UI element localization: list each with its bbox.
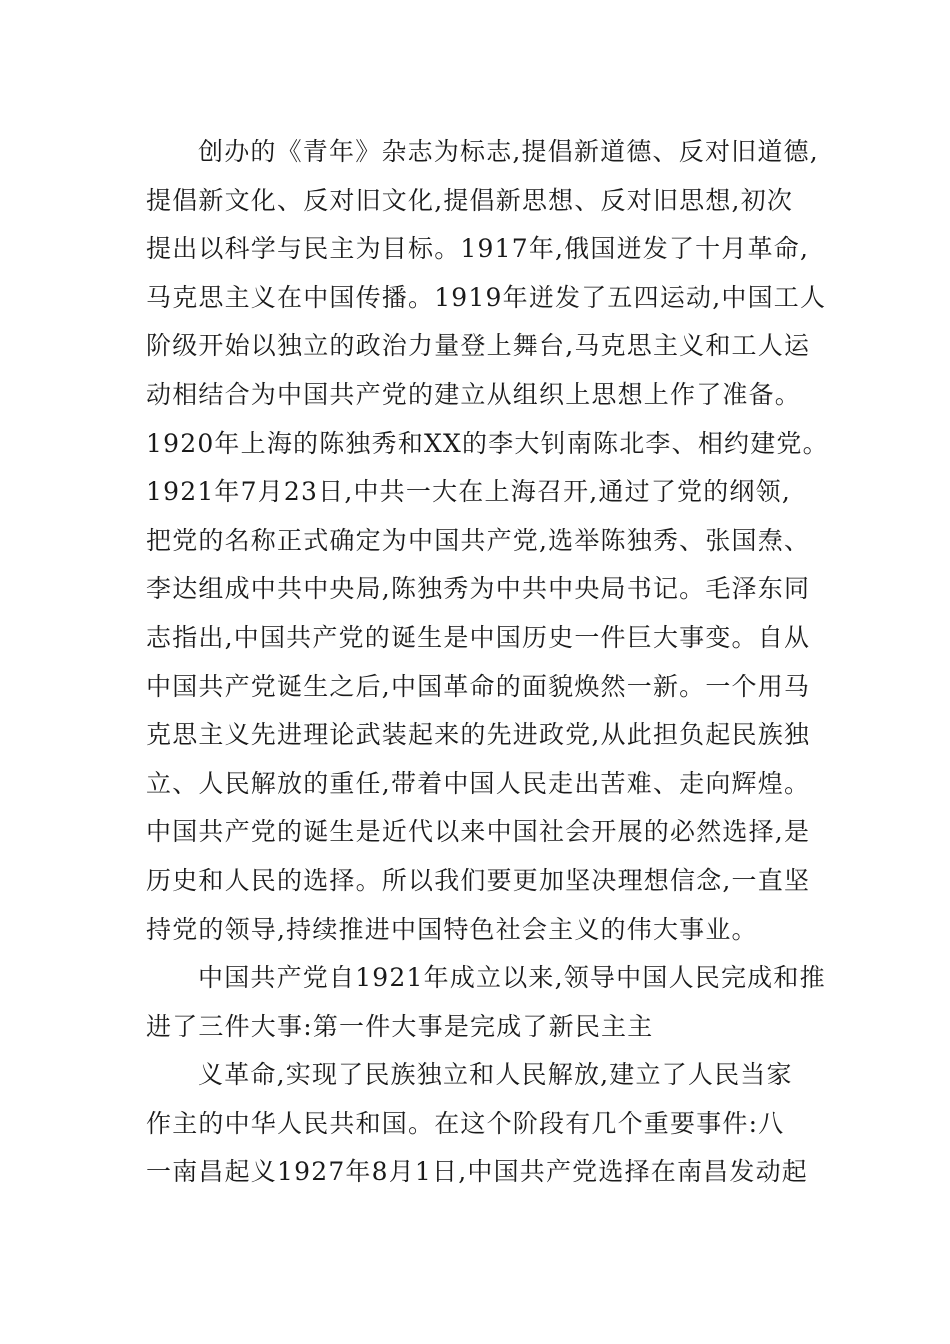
text-line: 把党的名称正式确定为中国共产党,选举陈独秀、张国焘、	[146, 525, 811, 555]
text-line: 提倡新文化、反对旧文化,提倡新思想、反对旧思想,初次	[146, 185, 794, 215]
text-line: 阶级开始以独立的政治力量登上舞台,马克思主义和工人运	[146, 331, 811, 361]
text-line: 中国共产党的诞生是近代以来中国社会开展的必然选择,是	[146, 817, 811, 847]
text-line: 中国共产党诞生之后,中国革命的面貌焕然一新。一个用马	[146, 671, 811, 701]
text-line: 创办的《青年》杂志为标志,提倡新道德、反对旧道德,	[198, 137, 819, 166]
text-line: 提出以科学与民主为目标。1917年,俄国迸发了十月革命,	[146, 234, 810, 264]
text-line: 1921年7月23日,中共一大在上海召开,通过了党的纲领,	[146, 477, 791, 507]
text-line: 作主的中华人民共和国。在这个阶段有几个重要事件:八	[146, 1108, 785, 1138]
text-line: 立、人民解放的重任,带着中国人民走出苦难、走向辉煌。	[146, 768, 811, 798]
text-line: 动相结合为中国共产党的建立从组织上思想上作了准备。	[146, 379, 802, 409]
text-line: 历史和人民的选择。所以我们要更加坚决理想信念,一直坚	[146, 865, 811, 895]
text-line: 一南昌起义1927年8月1日,中国共产党选择在南昌发动起	[146, 1157, 808, 1187]
text-line: 义革命,实现了民族独立和人民解放,建立了人民当家	[198, 1060, 793, 1090]
text-line: 志指出,中国共产党的诞生是中国历史一件巨大事变。自从	[146, 622, 811, 652]
text-line: 马克思主义在中国传播。1919年迸发了五四运动,中国工人	[146, 282, 827, 312]
text-line: 持党的领导,持续推进中国特色社会主义的伟大事业。	[146, 914, 758, 944]
text-line: 克思主义先进理论武装起来的先进政党,从此担负起民族独	[146, 720, 811, 750]
text-line: 1920年上海的陈独秀和XX的李大钊南陈北李、相约建党。	[146, 428, 829, 458]
text-line: 进了三件大事:第一件大事是完成了新民主主	[146, 1011, 654, 1041]
body-text	[146, 128, 829, 1197]
text-line: 李达组成中共中央局,陈独秀为中共中央局书记。毛泽东同	[146, 574, 811, 604]
text-line: 中国共产党自1921年成立以来,领导中国人民完成和推	[198, 963, 826, 993]
